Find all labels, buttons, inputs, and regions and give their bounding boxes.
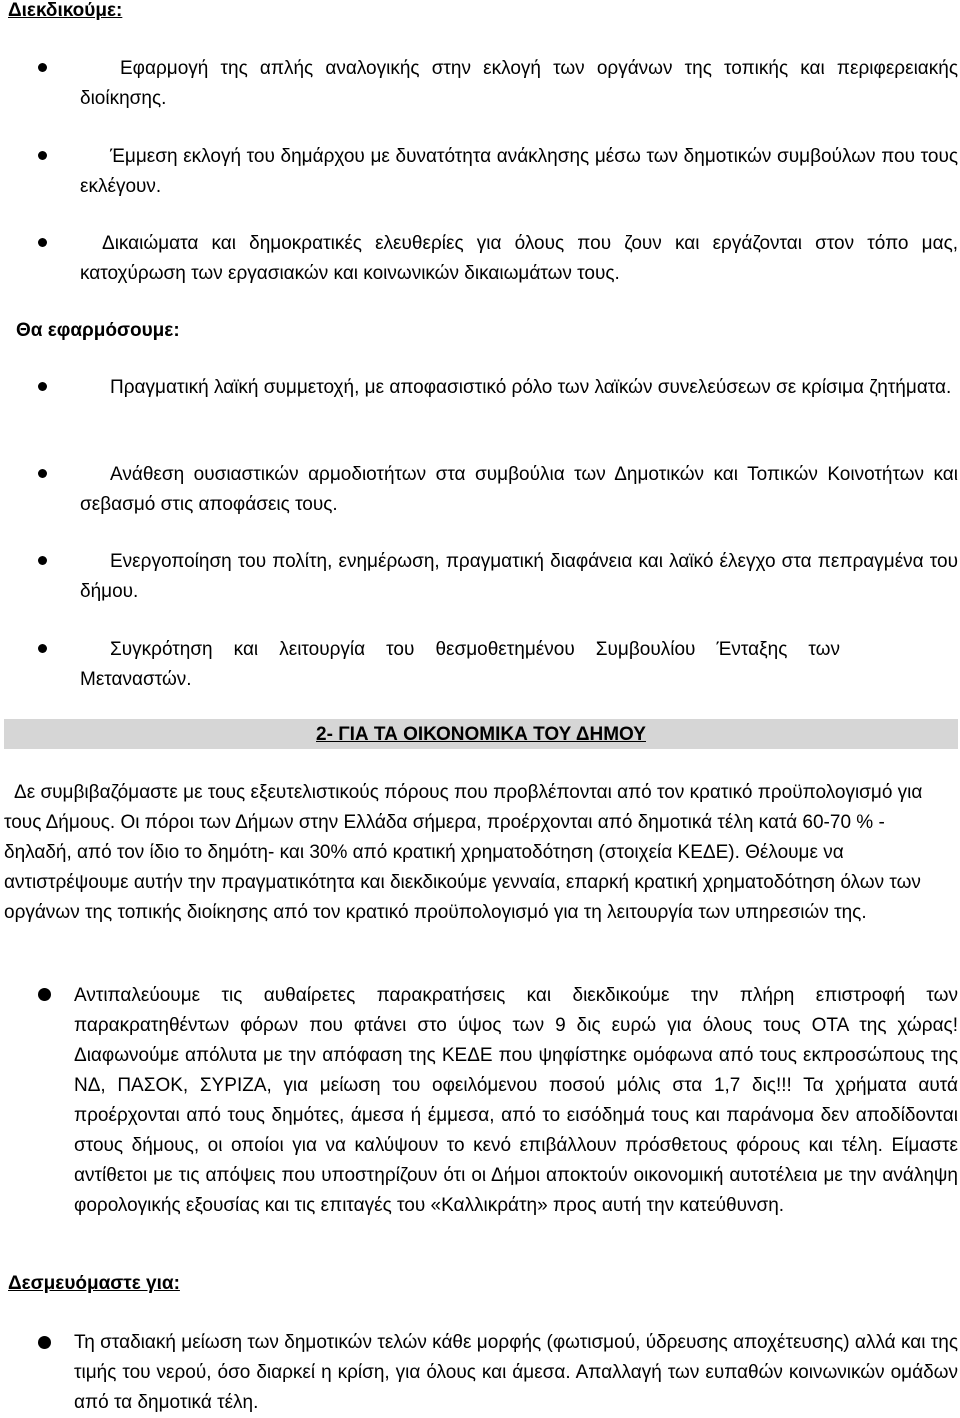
bullet-dot bbox=[38, 1336, 51, 1349]
apply-item-1: Πραγματική λαϊκή συμμετοχή, με αποφασιστικό ρόλο των λαϊκών συνελεύσεων σε κρίσιμα ζητήματα. bbox=[110, 377, 952, 398]
apply-item-2: Ανάθεση ουσιαστικών αρμοδιοτήτων στα συμβούλια των Δημοτικών και Τοπικών Κοινοτήτων και σεβασμό στις αποφάσεις τους. bbox=[80, 464, 958, 515]
bullet-dot bbox=[38, 151, 47, 160]
apply-item-4: Συγκρότηση και λειτουργία του θεσμοθετημένου Συμβουλίου Ένταξης των Μεταναστών. bbox=[80, 639, 840, 690]
bullet-dot bbox=[38, 556, 47, 565]
bullet-dot bbox=[38, 469, 47, 478]
finances-paragraph: Δε συμβιβαζόμαστε με τους εξευτελιστικούς πόρους που προβλέπονται από τον κρατικό προϋπολογισμό για τους Δήμους. Οι πόροι των Δήμων στην Ελλάδα σήμερα, προέρχονται από δημοτικά τέλη κατά 60-70 % - δηλαδή, από τον ίδιο το δημότη- και 30% από κρατική χρηματοδότηση (στοιχεία ΚΕΔΕ). Θέλουμε να αντιστρέψουμε αυτήν την πραγματικότητα και διεκδικούμε γενναία, επαρκή κρατική χρηματοδότηση όλων των οργάνων της τοπικής διοίκησης από τον κρατικό προϋπολογισμό για τη λειτουργία των υπηρεσιών της. bbox=[4, 782, 923, 923]
finances-bullet: Αντιπαλεύουμε τις αυθαίρετες παρακρατήσεις και διεκδικούμε την πλήρη επιστροφή των παρακρατηθέντων φόρων που φτάνει στο ύψος των 9 δις ευρώ για όλους τους ΟΤΑ της χώρας! Διαφωνούμε απόλυτα με την απόφαση της ΚΕΔΕ που ψηφίστηκε ομόφωνα από τους εκπροσώπους της ΝΔ, ΠΑΣΟΚ, ΣΥΡΙΖΑ, για μείωση του οφειλόμενου ποσού μόλις στα 1,7 δις!!! Τα χρήματα αυτά προέρχονται από τους δημότες, άμεσα ή έμμεσα, από το εισόδημά τους και παράνομα δεν αποδίδονται στους δήμους, οι οποίοι για να καλύψουν το κενό επιβάλλουν πρόσθετους φόρους και τέλη. Είμαστε αντίθετοι με τις απόψεις που υποστηρίζουν ότι οι Δήμοι αποκτούν οικονομική αυτοτέλεια με την ανάληψη φορολογικής εξουσίας και τις επιταγές του «Καλλικράτη» προς αυτή την κατεύθυνση. bbox=[74, 985, 958, 1216]
commit-bullet: Τη σταδιακή μείωση των δημοτικών τελών κάθε μορφής (φωτισμού, ύδρευσης αποχέτευσης) αλλά και της τιμής του νερού, όσο διαρκεί η κρίση, για όλους και άμεσα. Απαλλαγή των ευπαθών κοινωνικών ομάδων από τα δημοτικά τέλη. bbox=[74, 1332, 958, 1413]
section-heading-commit: Δεσμευόμαστε για: bbox=[8, 1273, 180, 1294]
section-heading-apply: Θα εφαρμόσουμε: bbox=[16, 320, 180, 341]
demand-item-2: Έμμεση εκλογή του δημάρχου με δυνατότητα ανάκλησης μέσω των δημοτικών συμβούλων που τους εκλέγουν. bbox=[80, 146, 958, 197]
bullet-dot bbox=[38, 238, 47, 247]
apply-item-3: Ενεργοποίηση του πολίτη, ενημέρωση, πραγματική διαφάνεια και λαϊκό έλεγχο στα πεπραγμένα του δήμου. bbox=[80, 551, 958, 602]
bullet-dot bbox=[38, 644, 47, 653]
bullet-dot bbox=[38, 382, 47, 391]
section-heading-demands: Διεκδικούμε: bbox=[8, 0, 123, 21]
demand-item-3: Δικαιώματα και δημοκρατικές ελευθερίες για όλους που ζουν και εργάζονται στον τόπο μας, κατοχύρωση των εργασιακών και κοινωνικών δικαιωμάτων τους. bbox=[80, 233, 958, 284]
demand-item-1: Εφαρμογή της απλής αναλογικής στην εκλογή των οργάνων της τοπικής και περιφερειακής διοίκησης. bbox=[80, 58, 958, 109]
bullet-dot bbox=[38, 988, 51, 1001]
section-band bbox=[4, 719, 958, 749]
bullet-dot bbox=[38, 63, 47, 72]
section-title-finances: 2- ΓΙΑ ΤΑ ΟΙΚΟΝΟΜΙΚΑ ΤΟΥ ΔΗΜΟΥ bbox=[316, 724, 646, 745]
